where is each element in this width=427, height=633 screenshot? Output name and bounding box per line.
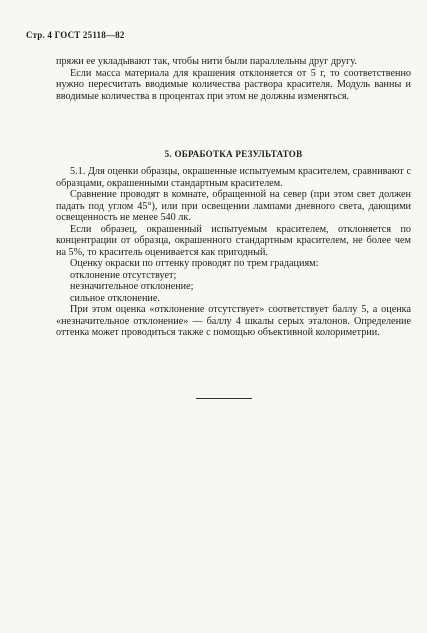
section-title: 5. ОБРАБОТКА РЕЗУЛЬТАТОВ (164, 149, 303, 159)
intro-block (56, 56, 411, 102)
grade-item-3: сильное отклонение. (70, 292, 160, 304)
intro-paragraph-1: пряжи ее укладывают так, чтобы нити были параллельны друг другу. (56, 56, 357, 67)
section-paragraph-4: Оценку окраски по оттенку проводят по трем градациям: (70, 258, 319, 269)
section-paragraph-1: 5.1. Для оценки образцы, окрашенные испытуемым красителем, сравнивают с образцами, окрашенными стандартным красителем. (56, 166, 411, 189)
section-title-block (56, 149, 411, 161)
page-header: Стр. 4 ГОСТ 25118—82 (26, 30, 125, 40)
section-paragraph-5: При этом оценка «отклонение отсутствует» соответствует баллу 5, а оценка «незначительное отклонение» — баллу 4 шкалы серых эталонов. Определение оттенка может проводиться также с помощью объективной колориметрии. (56, 304, 411, 338)
section-paragraph-3: Если образец, окрашенный испытуемым красителем, отклоняется по концентрации от образца, окрашенного стандартным красителем, не более чем на 5%, то краситель оценивается как пригодный. (56, 223, 411, 258)
intro-paragraph-2: Если масса материала для крашения отклоняется от 5 г, то соответственно нужно пересчитать вводимые количества раствора красителя. Модуль ванны и вводимые количества в процентах при этом не должны изменяться. (56, 67, 411, 102)
section-paragraph-2: Сравнение проводят в комнате, обращенной на север (при этом свет должен падать под углом 45°), или при освещении лампами дневного света, дающими освещенность не менее 540 лк. (56, 189, 411, 223)
end-divider (196, 398, 252, 399)
grade-item-2: незначительное отклонение; (70, 281, 194, 292)
section-body (56, 166, 411, 339)
grade-item-1: отклонение отсутствует; (70, 269, 177, 281)
